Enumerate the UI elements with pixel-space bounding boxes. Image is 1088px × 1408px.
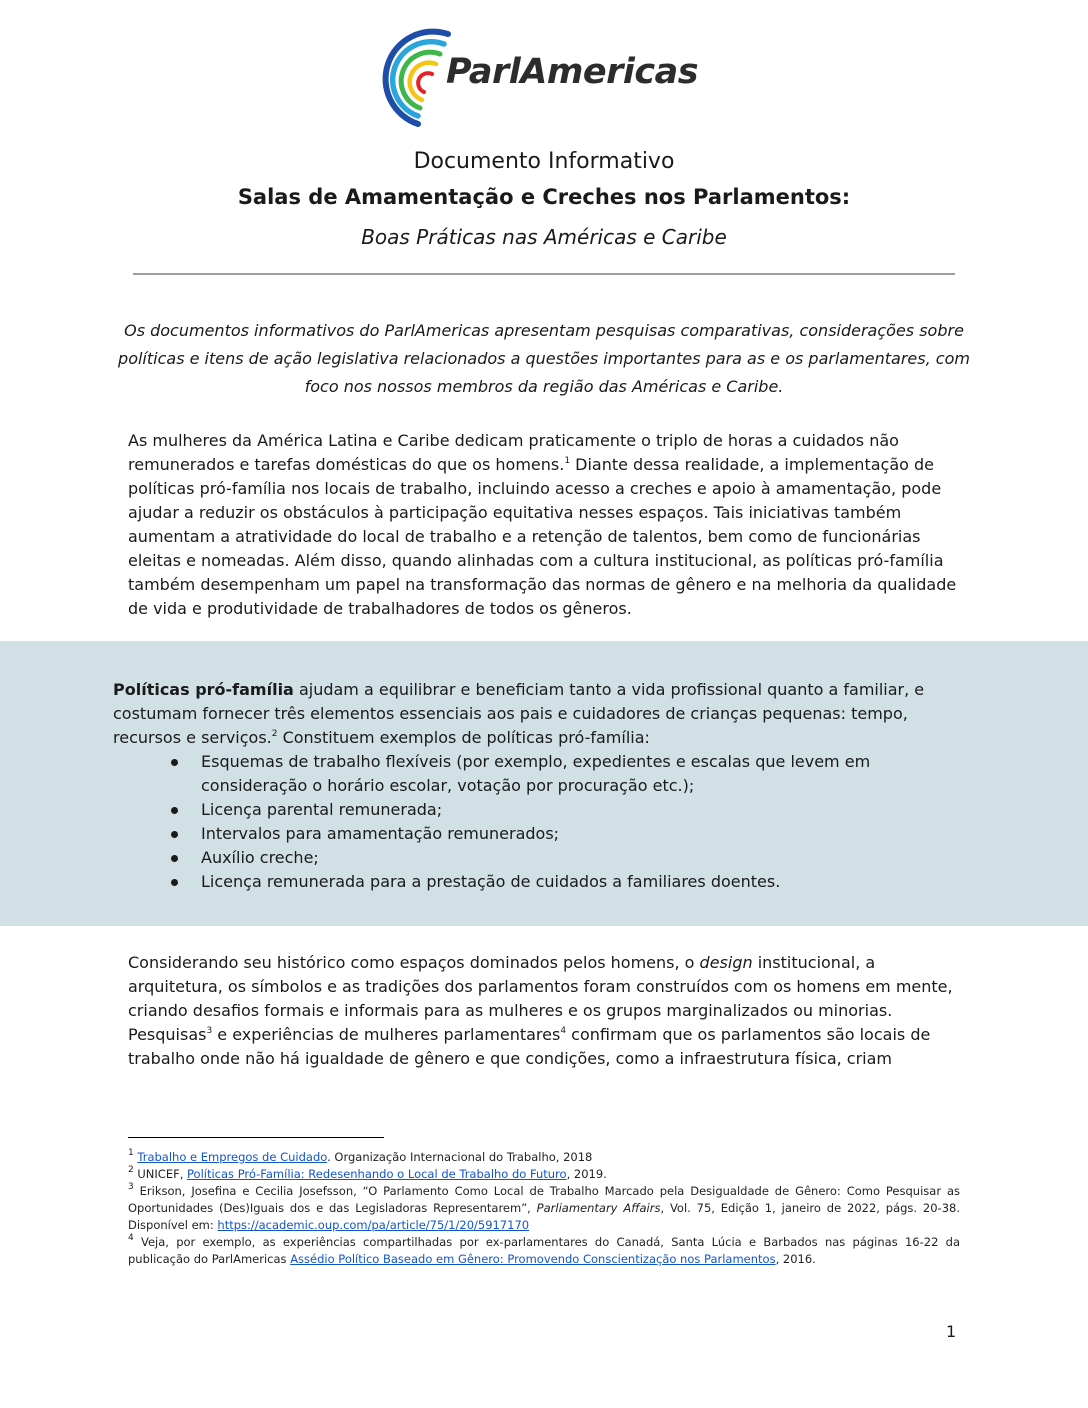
- footnote-text: Veja, por exemplo, as experiências compartilhadas por ex-parlamentares do Canadá, Santa Lúcia e Barbados nas páginas 16-22 da publicação do ParlAmericas: [128, 1235, 960, 1266]
- page-subtitle: Boas Práticas nas Américas e Caribe: [361, 225, 727, 249]
- list-item: Intervalos para amamentação remunerados;: [201, 822, 963, 846]
- body-paragraph-2: [128, 951, 958, 1071]
- footnote-number: 4: [128, 1233, 134, 1244]
- title-divider: [133, 273, 955, 275]
- box-text-2: Constituem exemplos de políticas pró-família:: [277, 728, 650, 747]
- footnote-4: [128, 1234, 960, 1268]
- footnote-ref-1[interactable]: 1: [564, 455, 571, 466]
- doc-type: Documento Informativo: [413, 149, 675, 174]
- footnote-number: 3: [128, 1182, 134, 1193]
- parlamericas-logo: [378, 28, 718, 128]
- policy-list: [113, 750, 963, 894]
- footnote-1-link[interactable]: Trabalho e Empregos de Cuidado: [137, 1150, 328, 1164]
- list-item: Licença remunerada para a prestação de cuidados a familiares doentes.: [201, 870, 963, 894]
- intro-paragraph: Os documentos informativos do ParlAmericas apresentam pesquisas comparativas, considerações sobre políticas e itens de ação legislativa relacionados a questões importantes para as e os parlamentares, com foco nos nossos membros da região das Américas e Caribe.: [118, 321, 970, 396]
- box-intro: [113, 678, 963, 750]
- list-item: Auxílio creche;: [201, 846, 963, 870]
- box-text: ajudam a equilibrar e beneficiam tanto a vida profissional quanto a familiar, e costumam fornecer três elementos essenciais aos pais e cuidadores de crianças pequenas: tempo, recursos e serviços.: [113, 680, 925, 747]
- journal-name: Parliamentary Affairs: [536, 1201, 661, 1215]
- footnote-text: Erikson, Josefina e Cecilia Josefsson, “O Parlamento Como Local de Trabalho Marcado pela Desigualdade de Gênero: Como Pesquisar as Oportunidades (Des)Iguais dos e das Legisladoras Representarem”,: [128, 1184, 960, 1215]
- footnote-ref-3[interactable]: 3: [206, 1025, 213, 1036]
- para2-italic: design: [699, 953, 753, 972]
- footnote-text: , 2016.: [775, 1252, 816, 1266]
- logo-text: ParlAmericas: [446, 52, 699, 92]
- body-paragraph-1: [128, 429, 958, 621]
- footnote-3-link[interactable]: https://academic.oup.com/pa/article/75/1/20/5917170: [217, 1218, 530, 1232]
- footnote-text: UNICEF,: [133, 1167, 188, 1181]
- footnote-ref-2[interactable]: 2: [271, 728, 278, 739]
- para2-text-c: e experiências de mulheres parlamentares: [212, 1025, 561, 1044]
- footnote-text: , Vol. 75, Edição 1, janeiro de 2022, págs. 20-38. Disponível em:: [128, 1201, 960, 1232]
- footnote-ref-4[interactable]: 4: [560, 1025, 567, 1036]
- para1-text-a: As mulheres da América Latina e Caribe dedicam praticamente o triplo de horas a cuidados não remunerados e tarefas domésticas do que os homens.: [128, 431, 899, 474]
- footnote-2-link[interactable]: Políticas Pró-Família: Redesenhando o Local de Trabalho do Futuro: [187, 1167, 567, 1181]
- footnote-2: [128, 1166, 960, 1183]
- footnote-text: . Organização Internacional do Trabalho, 2018: [327, 1150, 593, 1164]
- footnote-number: 2: [128, 1165, 134, 1176]
- footnote-text: , 2019.: [566, 1167, 607, 1181]
- footnotes: [128, 1149, 960, 1268]
- pro-family-policies-content: [113, 678, 963, 894]
- para1-text-b: Diante dessa realidade, a implementação de políticas pró-família nos locais de trabalho, incluindo acesso a creches e apoio à amamentação, pode ajudar a reduzir os obstáculos à participação equitativa nesses espaços. Tais iniciativas também aumentam a atratividade do local de trabalho e a retenção de talentos, bem como de funcionárias eleitas e nomeadas. Além disso, quando alinhadas com a cultura institucional, as políticas pró-família também desempenham um papel na transformação das normas de gênero e na melhoria da qualidade de vida e produtividade de trabalhadores de todos os gêneros.: [128, 455, 957, 618]
- footnote-divider: [128, 1137, 384, 1138]
- box-bold-term: Políticas pró-família: [113, 680, 294, 699]
- footnote-number: 1: [128, 1148, 134, 1159]
- para2-text-a: Considerando seu histórico como espaços dominados pelos homens, o: [128, 953, 700, 972]
- list-item: Esquemas de trabalho flexíveis (por exemplo, expedientes e escalas que levem em consideração o horário escolar, votação por procuração etc.);: [201, 750, 963, 798]
- para2-text-b: institucional, a arquitetura, os símbolos e as tradições dos parlamentos foram construídos com os homens em mente, criando desafios formais e informais para as mulheres e os grupos marginalizados ou minorias. Pesquisas: [128, 953, 953, 1044]
- para2-text-d: confirmam que os parlamentos são locais de trabalho onde não há igualdade de gênero e que condições, como a infraestrutura física, criam: [128, 1025, 931, 1068]
- footnote-4-link[interactable]: Assédio Político Baseado em Gênero: Promovendo Conscientização nos Parlamentos: [290, 1252, 776, 1266]
- page-title: Salas de Amamentação e Creches nos Parlamentos:: [237, 185, 851, 209]
- page-number: 1: [946, 1322, 957, 1341]
- footnote-1: [128, 1149, 960, 1166]
- list-item: Licença parental remunerada;: [201, 798, 963, 822]
- footnote-3: [128, 1183, 960, 1234]
